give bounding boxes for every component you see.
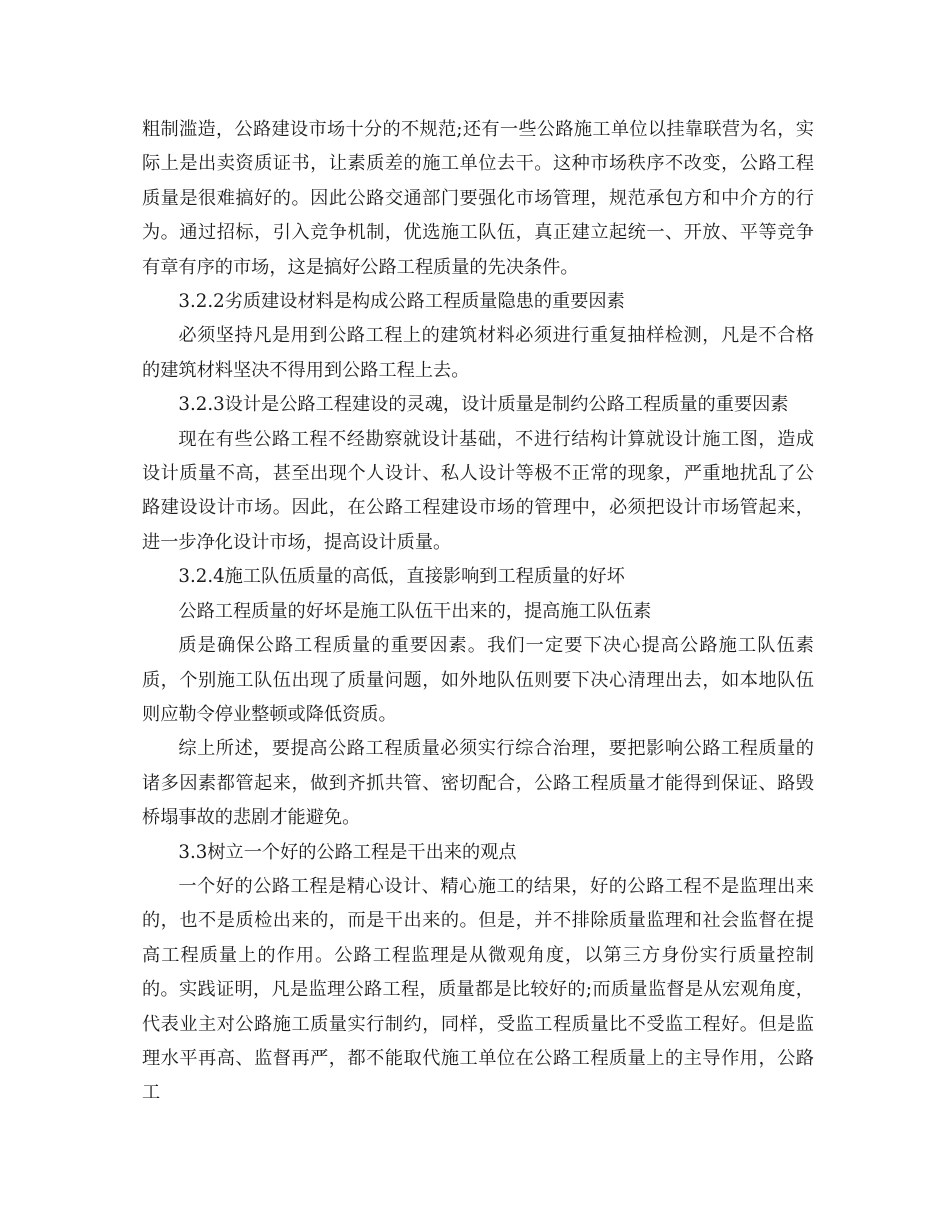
paragraph-construction-team: 质是确保公路工程质量的重要因素。我们一定要下决心提高公路施工队伍素质，个别施工队伍出现了质量问题，如外地队伍则要下决心清理出去，如本地队伍则应勒令停业整顿或降低资质。 [142, 635, 814, 725]
section-heading-3-2-4: 3.2.4施工队伍质量的高低，直接影响到工程质量的好坏 [178, 566, 625, 588]
paragraph-good-engineering: 一个好的公路工程是精心设计、精心施工的结果，好的公路工程不是监理出来的，也不是质检出来的，而是干出来的。但是，并不排除质量监理和社会监督在提高工程质量上的作用。公路工程监理是从微观角度，以第三方身份实行质量控制的。实践证明，凡是监理公路工程，质量都是比较好的;而质量监督是从宏观角度，代表业主对公路施工质量实行制约，同样，受监工程质量比不受监工程好。但是监理水平再高、监督再严，都不能取代施工单位在公路工程质量上的主导作用，公路工 [142, 875, 814, 1104]
paragraph-summary: 综上所述，要提高公路工程质量必须实行综合治理，要把影响公路工程质量的诸多因素都管起来，做到齐抓共管、密切配合，公路工程质量才能得到保证、路毁桥塌事故的悲剧才能避免。 [142, 738, 814, 829]
paragraph-materials: 必须坚持凡是用到公路工程上的建筑材料必须进行重复抽样检测，凡是不合格的建筑材料坚决不得用到公路工程上去。 [142, 325, 814, 381]
section-heading-3-2-3: 3.2.3设计是公路工程建设的灵魂，设计质量是制约公路工程质量的重要因素 [178, 394, 789, 416]
paragraph-market-regulation: 粗制滥造，公路建设市场十分的不规范;还有一些公路施工单位以挂靠联营为名，实际上是出卖资质证书，让素质差的施工单位去干。这种市场秩序不改变，公路工程质量是很难搞好的。因此公路交通部门要强化市场管理，规范承包方和中介方的行为。通过招标，引入竞争机制，优选施工队伍，真正建立起统一、开放、平等竞争有章有序的市场，这是搞好公路工程质量的先决条件。 [142, 119, 814, 278]
section-heading-3-3: 3.3树立一个好的公路工程是干出来的观点 [178, 841, 517, 863]
paragraph-construction-team-intro: 公路工程质量的好坏是施工队伍干出来的，提高施工队伍素 [178, 600, 652, 622]
section-heading-3-2-2: 3.2.2劣质建设材料是构成公路工程质量隐患的重要因素 [178, 291, 625, 313]
document-body [142, 113, 814, 1111]
paragraph-design-quality: 现在有些公路工程不经勘察就设计基础，不进行结构计算就设计施工图，造成设计质量不高，甚至出现个人设计、私人设计等极不正常的现象，严重地扰乱了公路建设设计市场。因此，在公路工程建设市场的管理中，必须把设计市场管起来，进一步净化设计市场，提高设计质量。 [142, 428, 814, 553]
